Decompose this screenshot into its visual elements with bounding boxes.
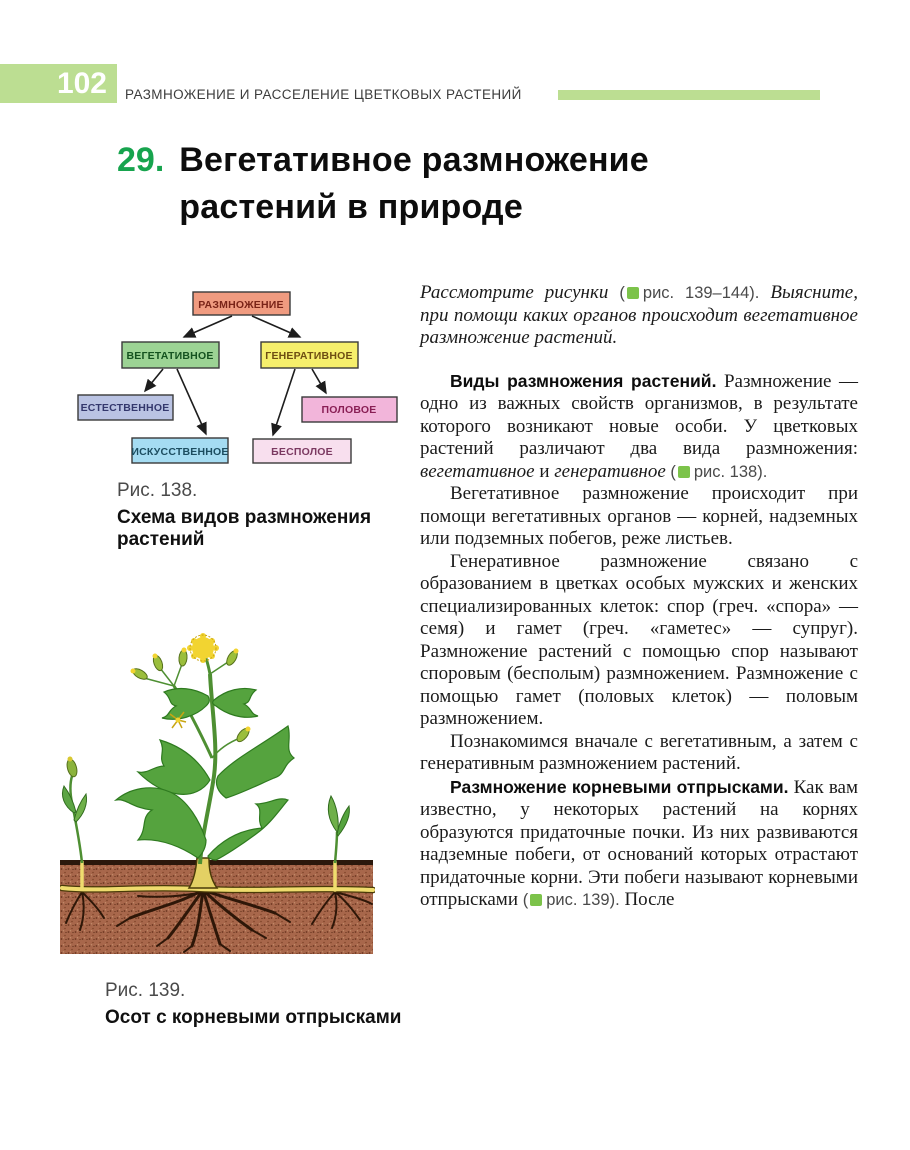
running-head: РАЗМНОЖЕНИЕ И РАССЕЛЕНИЕ ЦВЕТКОВЫХ РАСТЕНИЙ: [125, 87, 522, 102]
body-text: После: [619, 889, 675, 910]
figure-marker-icon: [530, 894, 542, 906]
chapter-title: [179, 137, 649, 231]
figure-ref-paren: ).: [609, 891, 620, 909]
task-text: Рассмотрите рисунки: [420, 282, 620, 303]
figure-ref-paren: ).: [757, 462, 768, 481]
figure-138-caption: [117, 480, 371, 551]
body-text: Познакомимся вначале с вегетативным, а затем с генеративным размножением растений.: [420, 730, 858, 774]
figure-reference: рис. 139: [546, 891, 610, 909]
body-text-column: [420, 282, 858, 912]
term-generative: генеративное: [554, 460, 666, 482]
chapter-title-line2: растений в природе: [179, 188, 523, 226]
inline-heading: Размножение корневыми отпрысками.: [450, 776, 789, 797]
figure-ref-paren: (: [665, 462, 676, 481]
paragraph-vegetative: [420, 483, 858, 551]
node-sexual-label: ПОЛОВОЕ: [321, 404, 377, 416]
figure-139-label: Рис. 139.: [105, 980, 186, 1001]
chapter-heading: [117, 137, 649, 231]
chapter-number: 29.: [117, 141, 165, 179]
right-sprout: [328, 796, 349, 863]
inline-heading: Виды размножения растений.: [450, 370, 717, 391]
node-natural-label: ЕСТЕСТВЕННОЕ: [80, 402, 170, 414]
node-reproduction-label: РАЗМНОЖЕНИЕ: [198, 299, 284, 311]
central-plant: [116, 633, 294, 864]
node-generative-label: ГЕНЕРАТИВНОЕ: [265, 350, 353, 362]
figure-ref-paren: (: [619, 284, 625, 302]
node-asexual-label: БЕСПОЛОЕ: [271, 446, 333, 458]
figure-138-caption-line1: Схема видов размножения: [117, 507, 372, 528]
header-accent-bar: [558, 90, 820, 100]
paragraph-transition: [420, 731, 858, 776]
sow-thistle-illustration: [60, 608, 375, 956]
body-text: Размножение — одно из важных свойств организмов, в результате которого возникают новые особи. У цветковых растений различают два вида размножения:: [420, 370, 858, 459]
figure-ref-paren: (: [522, 891, 529, 909]
paragraph-types-of-reproduction: [420, 370, 858, 484]
body-text: Генеративное размножение связано с образованием в цветках особых мужских и женских специализированных клеток: спор (греч. «спора» — семя) и гамет (греч. «гаметес» — супруг). Размножение растений с помощью спор называют споровым (бесполым) размножением. Размножение с помощью гамет (половых клеток) — половым размножением.: [420, 550, 858, 729]
reproduction-types-diagram: [60, 280, 416, 476]
figure-139-caption: [105, 980, 401, 1029]
task-paragraph: [420, 282, 858, 350]
body-text: Как вам известно, у некоторых растений на корнях образуются придаточные почки. Из них развиваются надземные побеги, от оснований которых отрастают придаточные корни. Эти побеги называют корневыми отпрысками: [420, 776, 858, 910]
paragraph-root-suckers: [420, 776, 858, 912]
chapter-title-line1: Вегетативное размножение: [179, 141, 649, 179]
figure-138-label: Рис. 138.: [117, 480, 198, 501]
node-vegetative-label: ВЕГЕТАТИВНОЕ: [126, 350, 214, 362]
figure-marker-icon: [678, 466, 690, 478]
paragraph-generative: [420, 551, 858, 731]
left-column: [60, 280, 416, 1070]
figure-138-caption-line2: растений: [117, 529, 205, 550]
figure-ref-paren: ).: [749, 284, 760, 302]
page-number-badge: 102: [0, 64, 117, 103]
figure-marker-icon: [627, 287, 639, 299]
term-vegetative: вегетативное: [420, 460, 535, 482]
node-artificial-label: ИСКУССТВЕННОЕ: [131, 446, 229, 458]
task-text: Выясните, при помощи каких органов происходит вегетативное размножение растений.: [420, 282, 858, 348]
figure-reference: рис. 138: [693, 462, 758, 481]
figure-reference: рис. 139–144: [642, 284, 750, 302]
body-text: Вегетативное размножение происходит при помощи вегетативных органов — корней, надземных или подземных побегов, реже листьев.: [420, 483, 858, 549]
left-shoot: [62, 757, 86, 864]
soil: [60, 860, 373, 954]
figure-139-caption-text: Осот с корневыми отпрысками: [105, 1007, 402, 1028]
body-text: и: [534, 460, 555, 482]
